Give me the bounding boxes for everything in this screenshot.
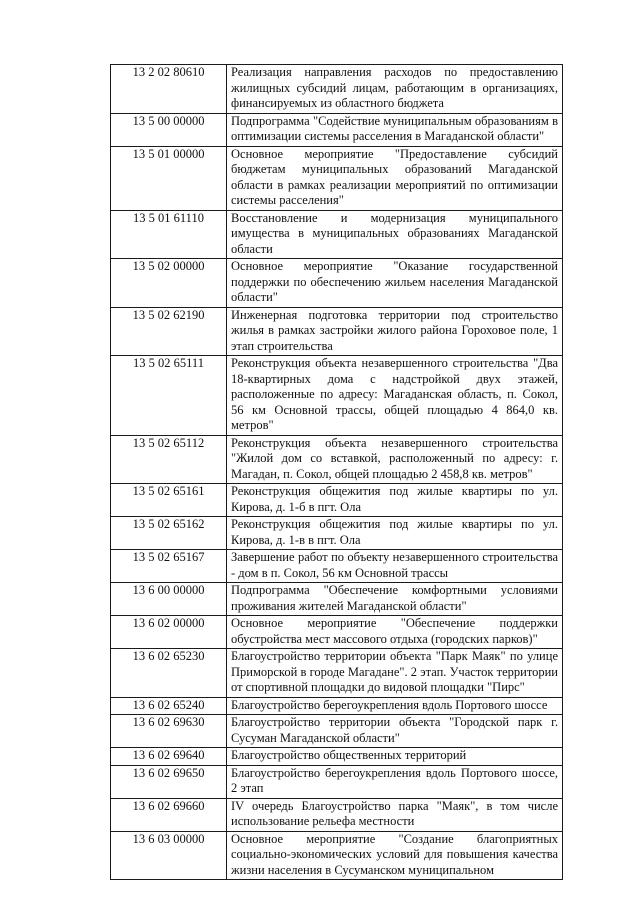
row-description: Основное мероприятие "Оказание государственной поддержки по обеспечению жильем населения Магаданской области"	[227, 259, 563, 308]
row-code: 13 6 02 65240	[111, 697, 227, 715]
row-code: 13 5 01 61110	[111, 210, 227, 259]
table-row	[111, 210, 563, 259]
table-row	[111, 715, 563, 748]
table-row	[111, 765, 563, 798]
row-code: 13 6 02 00000	[111, 616, 227, 649]
row-description: Реализация направления расходов по предоставлению жилищных субсидий лицам, работающим в организациях, финансируемых из областного бюджета	[227, 65, 563, 114]
row-code: 13 5 02 65112	[111, 435, 227, 484]
table-row	[111, 259, 563, 308]
row-description: IV очередь Благоустройство парка "Маяк", в том числе использование рельефа местности	[227, 798, 563, 831]
table-body	[111, 65, 563, 880]
table-row	[111, 307, 563, 356]
table-row	[111, 748, 563, 766]
row-code: 13 5 02 65162	[111, 517, 227, 550]
row-description: Основное мероприятие "Обеспечение поддержки обустройства мест массового отдыха (городских парков)"	[227, 616, 563, 649]
row-code: 13 6 03 00000	[111, 831, 227, 880]
table-row	[111, 517, 563, 550]
table-row	[111, 113, 563, 146]
table-row	[111, 697, 563, 715]
row-code: 13 5 02 65111	[111, 356, 227, 436]
row-description: Реконструкция объекта незавершенного строительства "Жилой дом со вставкой, расположенный по адресу: г. Магадан, п. Сокол, общей площадью 2 458,8 кв. метров"	[227, 435, 563, 484]
table-row	[111, 484, 563, 517]
row-description: Благоустройство берегоукрепления вдоль Портового шоссе	[227, 697, 563, 715]
row-description: Благоустройство берегоукрепления вдоль Портового шоссе, 2 этап	[227, 765, 563, 798]
row-description: Подпрограмма "Содействие муниципальным образованиям в оптимизации системы расселения в Магаданской области"	[227, 113, 563, 146]
table-row	[111, 146, 563, 210]
table-row	[111, 616, 563, 649]
row-description: Реконструкция общежития под жилые квартиры по ул. Кирова, д. 1-б в пгт. Ола	[227, 484, 563, 517]
row-description: Подпрограмма "Обеспечение комфортными условиями проживания жителей Магаданской области"	[227, 583, 563, 616]
table-row	[111, 583, 563, 616]
table-row	[111, 798, 563, 831]
row-description: Основное мероприятие "Предоставление субсидий бюджетам муниципальных образований Магаданской области в рамках реализации мероприятий по оптимизации системы расселения"	[227, 146, 563, 210]
row-description: Благоустройство общественных территорий	[227, 748, 563, 766]
row-code: 13 5 02 62190	[111, 307, 227, 356]
row-code: 13 6 02 69630	[111, 715, 227, 748]
row-code: 13 5 00 00000	[111, 113, 227, 146]
table-row	[111, 550, 563, 583]
row-description: Реконструкция объекта незавершенного строительства "Два 18-квартирных дома с надстройкой двух этажей, расположенные по адресу: Магаданская область, п. Сокол, 56 км Основной трассы, общей площадью 4 864,0 кв. метров"	[227, 356, 563, 436]
row-code: 13 6 00 00000	[111, 583, 227, 616]
row-description: Благоустройство территории объекта "Парк Маяк" по улице Приморской в городе Магадане". 2 этап. Участок территории от спортивной площадки до видовой площадки "Пирс"	[227, 649, 563, 698]
row-description: Благоустройство территории объекта "Городской парк г. Сусуман Магаданской области"	[227, 715, 563, 748]
row-code: 13 6 02 69650	[111, 765, 227, 798]
table-row	[111, 356, 563, 436]
row-description: Восстановление и модернизация муниципального имущества в муниципальных образованиях Магаданской области	[227, 210, 563, 259]
row-code: 13 6 02 69640	[111, 748, 227, 766]
table-row	[111, 649, 563, 698]
row-code: 13 5 02 65167	[111, 550, 227, 583]
table-row	[111, 65, 563, 114]
row-code: 13 5 02 00000	[111, 259, 227, 308]
row-code: 13 2 02 80610	[111, 65, 227, 114]
row-code: 13 5 02 65161	[111, 484, 227, 517]
table-row	[111, 435, 563, 484]
row-description: Завершение работ по объекту незавершенного строительства - дом в п. Сокол, 56 км Основной трассы	[227, 550, 563, 583]
table-row	[111, 831, 563, 880]
budget-classification-table	[110, 64, 563, 880]
row-code: 13 5 01 00000	[111, 146, 227, 210]
row-code: 13 6 02 65230	[111, 649, 227, 698]
row-description: Основное мероприятие "Создание благоприятных социально-экономических условий для повышения качества жизни населения в Сусуманском муниципальном	[227, 831, 563, 880]
row-description: Реконструкция общежития под жилые квартиры по ул. Кирова, д. 1-в в пгт. Ола	[227, 517, 563, 550]
row-code: 13 6 02 69660	[111, 798, 227, 831]
row-description: Инженерная подготовка территории под строительство жилья в рамках застройки жилого района Гороховое поле, 1 этап строительства	[227, 307, 563, 356]
